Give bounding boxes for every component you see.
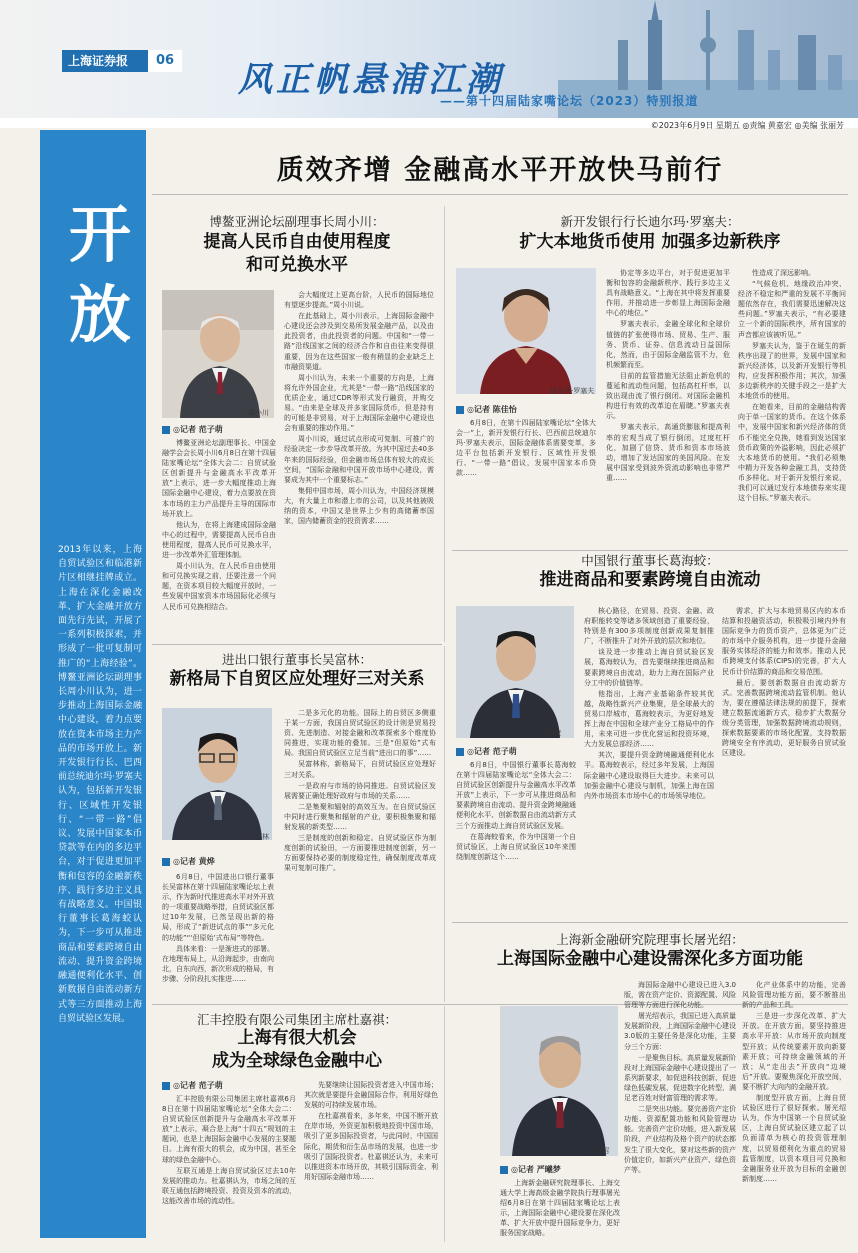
article-body-column: 6月8日，中国进出口银行董事长吴富林在第十四届陆家嘴论坛上表示，作为新时代推进高水平对外开放的一项重要战略举措，自贸试验区都过10年发展，已然呈现出新的格局，形成了“新进试点的事”“多元化的功能”“‘但原始’式布局”等特色。 具体来看：一是渐进式的部署。在地理布局上，从沿海起步，由南向北，自东向西，新次形成的格局，有步骤、分阶段扎实推进…… <box>162 873 274 983</box>
column-divider <box>444 206 445 642</box>
article-byline: ◎记者 范子萌 <box>162 424 223 435</box>
article-headline: 上海国际金融中心建设需深化多方面功能 <box>497 949 803 969</box>
article-headline: 扩大本地货币使用 加强多边新秩序 <box>519 232 781 252</box>
article-body-column: 先要继续让国际投资者进入中国市场；其次就是要提升金融国际合作，利用好绿色发展的可持续发展市场。 在杜嘉祺看来，多年来，中国不断开放在岸市场，外资更加积极地投资中国市场，吸引了更多国际投资者，与此同时，中国国际化，期货和衍生品市场的发展，也进一步吸引了国际投资者。杜嘉祺还认为，未来可以推进资本市场开放，其吸引国际资金、利用好国际金融市场…… <box>304 1081 438 1181</box>
portrait-photo <box>162 290 274 418</box>
article-body-column: 海国际金融中心建设已进入3.0版，需在资产定价、资源配置、风险管理等方面进行深化功能。 屠光绍表示，我国已进入高质量发展新阶段，上海国际金融中心建设3.0版的主要任务是深化功能，主要分三个方面： 一是聚焦目标。高质量发展新阶段对上海国际金融中心建设提出了一系列新要求，如促进科技创新、促进绿色低碳发展、促进数字化转型、满足老百姓对财富管理的需求等。 二是突出功能。要完善资产定价功能、资源配置功能和风险管理功能。完善资产定价功能，进入新发展阶段，产业结构及格个资产的状态都发生了很大变化，要对这些新的资产价值定价，如新兴产业资产、绿色资产等。 <box>624 981 736 1174</box>
masthead-banner <box>0 0 858 118</box>
article-body-column: 需求，扩大与本地贸易区内的本币结算和投融资活动，积极吸引境内外有国际竞争力的货币资产，总体更为广泛的市场中介服务机构，进一步提升金融服务实体经济的能力和效率。推动人民币跨境支付体系(CIPS)的完善，扩大人民币计价结算的商品和交易范围。 最后，要创新数据自由流动新方式。完善数据跨境流动监管机制。他认为，要在遵循法律法规的前提下，探索建立数据流通新方式，稳步扩大数据分级分类管理，加强数据跨境流动规则，探索数据要素的市场化配置，支持数据跨境安全有序流动，更好服务自贸试验区建设。 <box>722 607 846 758</box>
article-headline: 新格局下自贸区应处理好三对关系 <box>169 669 425 689</box>
article-body-column: 化产业体系中的功能，完善风险管理功能方面，要不断推出新的产品和工具。 三是进一步深化改革、扩大开放。在开放方面，要坚持推进高水平开放：从市场开放向制度型开放；从传统要素开放向新要素开放；可持续金融领域的开放；从“走出去”开放向“边境后”开放。要聚焦深化开放空间，要不断扩大向内的金融开放。 制度型开放方面，上海自贸试验区进行了很好探索。屠光绍认为，作为中国第一个自贸试验区，上海自贸试验区建立起了以负面清单为核心的投资管理制度，以贸易便利化为重点的贸易监管制度，以资本项目可兑换和金融服务业开放为目标的金融创新制度…… <box>742 981 846 1183</box>
article-body-column: 博鳌亚洲论坛副理事长、中国金融学会会长周小川6月8日在第十四届陆家嘴论坛“全体大会二：自贸试验区创新提升与金融高水平改革开放”上表示，进一步大幅度推动上海国际金融中心建设，着力点要放在资本市场的主力产品提升主导的国际市场开放上。 他认为，在将上海建成国际金融中心的过程中，需要提高人民币自由使用程度，提高人民币可兑换水平，进一步改革外汇管理体制。 周小川认为，在人民币自由使用和可兑换实现之前，还要注意一个问题，在资本项目较大幅度开放时，一些发展中国家资本市场国际化必须与人民币可兑换相结合。 <box>162 439 276 611</box>
divider <box>152 644 442 645</box>
photo-caption: 屠光绍 <box>588 1147 609 1155</box>
article-byline: ◎记者 黄烨 <box>162 856 215 867</box>
article-byline: ◎记者 范子萌 <box>162 1080 223 1091</box>
sidebar-big-title: 开放 <box>68 198 131 351</box>
article-byline: ◎记者 陈佳怡 <box>456 404 517 415</box>
article-headline: 推进商品和要素跨境自由流动 <box>539 570 761 590</box>
photo-caption: 吴富林 <box>248 833 269 841</box>
article-body-column: 核心路径，在贸易、投资、金融、政府职能转变等诸多领域创造了重要经验，特别是有300多项制度创新成果复制推广，不断推升了对外开放的层次和地位。 谈及进一步推动上海自贸试验区发展，葛海蛟认为，首先要继续推进商品和要素跨境自由流动，助力上海在国际产业分工中的价值链等。 他指出，上海产业基础条件较其优越，战略性新兴产业集聚，是全球最大的贸易口岸城市，葛海蛟表示，为更好地发挥上海在中国和全球产业分工格局中的作用，未来可进一步优化营运和投资环境，大力发展总部经济…… 其次，要提升资金跨境融通便利化水平。葛海蛟表示，经过多年发展，上海国际金融中心建设取得巨大进步。未来可以加强金融中心建设与制机，加强上海在国内外市场资本市场中心的市场领导地位。 <box>584 607 714 800</box>
article-body-column: 6月8日，在第十四届陆家嘴论坛“全体大会一”上，新开发银行行长、巴西前总统迪尔玛·罗塞夫表示，国际金融体系需要变革，多边平台包括新开发银行、区域性开发银行、“一带一路”倡议，发展中国家本币贷款…… <box>456 419 596 478</box>
portrait-photo <box>500 1006 618 1156</box>
sidebar-text: 2013年以来，上海自贸试验区和临港新片区相继挂牌成立。上海在深化金融改革、扩大金融开放方面先行先试，开展了一系列积极探索，并形成了一批可复制可推广的“上海经验”。博鳌亚洲论坛副理事长周小川认为，进一步推动上海国际金融中心建设，着力点要放在资本市场主力产品的市场开放上。新开发银行行长、巴西前总统迪尔玛·罗塞夫认为，包括新开发银行、区域性开发银行、“一带一路”倡议、发展中国家本币贷款等在内的多边平台，对于促进更加平衡和包容的金融新秩序、践行多边主义具有战略意义。中国银行董事长葛海蛟认为，下一步可从推进商品和要素跨境自由流动、提升资金跨境融通便利化水平、创新数据自由流动新方式等三方面推动上海自贸试验区发展。 <box>58 545 142 1024</box>
photo-caption: 周小川 <box>248 409 269 417</box>
article-body-column: 汇丰控股有限公司集团主席杜嘉祺6月8日在第十四届陆家嘴论坛“全体大会二：自贸试验区创新提升与金融高水平改革开放”上表示，凝合是上海“十四五”规划的主题词，也是上海国际金融中心发展的主要题目。上海有很大的机会，成为中国，甚至全球的绿色金融中心。 互联互通是上海自贸试验区过去10年发展的推动力。杜嘉祺认为，市场之间的互联互通包括跨境投资、投资及资本的流动，这能改善市场的流动性。 <box>162 1095 296 1205</box>
banner-title: 风正帆悬浦江潮 <box>238 60 504 100</box>
article-body-column: 性造成了深远影响。 “气候危机、地缘政治冲突、经济不稳定和严重的发展不平衡问题依然存在，我们需要迅速解决这些问题。”罗塞夫表示，“有必要建立一个新的国际秩序，所有国家的声音都应该被听见。” 罗塞夫认为，鉴于在诞生的新秩序出现了的世界，发展中国家和新兴经济体，以及新开发银行等机构，应发挥积极作用；其次，加强多边新秩序的关键手段之一是扩大本地货币的使用。 在她看来，目前的金融结构需向于单一国家的货币。在这个体系中，发展中国家和新兴经济体的货币不能完全兑换，她看到发达国家货币政策的外溢影响，因此必须扩大本地货币的使用。“我们必须集中精力开发各种金融工具，支持货币多样化。对于新开发银行来说，我们可以通过发行本地债券来实现这个目标。”罗塞夫表示。 <box>738 269 846 503</box>
banner-subtitle: ——第十四届陆家嘴论坛（2023）特别报道 <box>440 94 699 108</box>
portrait-photo <box>456 268 596 394</box>
article-body-column: 二是多元化的功能。国际上的自贸区多侧重于某一方面，我国自贸试验区的设计则是贸易投资、先进制造、对接金融和改革探索多个维度协同推进，实现功能的叠加。三是“但原始”式布局。我国自贸试验区立足当前“进出口的事”…… 吴富林称，新格局下，自贸试验区应处理好三对关系。 一是政府与市场的协同推进。自贸试验区发展需要正确处理好政府与市场的关系…… 二是集聚和辐射的高效互为。在自贸试验区中同时进行聚集和辐射的产业，要积极集聚和辐射发展的新类型…… 三是制度的创新和稳定。自贸试验区作为制度创新的试验田，一方面要推进制度创新，另一方面要保持必要的制度稳定性，确保制度改革成果可复制可推广。 <box>284 709 436 873</box>
column-divider <box>444 1006 445 1242</box>
article-kicker: 中国银行董事长葛海蛟： <box>581 553 719 568</box>
article-kicker: 进出口银行董事长吴富林： <box>221 652 372 667</box>
article-body-column: 会大幅度过上更高台阶，人民币的国际地位有望逐步提高。”周小川说。 在此基础上，周小川表示，上海国际金融中心建设还会涉及到交易所发展金融产品，以及由此投资者，由此投资者的问题。中国和“一带一路”沿线国家之间的经济合作和自由往来变得很重要，因为在这些国家一般有稍显的企业缺乏上市融资渠道。 周小川认为，未来一个重要的方向是，上海将允许外国企业，尤其是“一带一路”沿线国家的优质企业，通过CDR等形式发行融资，并购交易。“由来是全球及并多家国际货币，但是持有的可能是非贸易，对于上海国际金融中心建设也会有重要的推动作用。” 周小川说，通过试点形成可复制、可推广的经验决定一步步导改革开放。为其中国过去40多年来的国际经验，但金融市场总体有较大的成长空间，“国际金融和中国开放市场中心建设，需要成为其中一个重要标志。” 集佣中国市场，周小川认为，中国经济规模大，有大量上市和潜上市的公司，以及其他被吸纳的资本，中国又是世界上少有的高储蓄率国家，国内储蓄资金的投资需求…… <box>284 291 434 526</box>
article-body-column: 6月8日，中国银行董事长葛海蛟在第十四届陆家嘴论坛“全体大会二：自贸试验区创新提升与金融高水平改革开放”上表示，下一步可从推进商品和要素跨境自由流动、提升资金跨境融通便利化水平、创新数据自由流动新方式三个方面推动上海自贸试验区发展。 在葛海蛟看来，作为中国第一个自贸试验区，上海自贸试验区10年来围绕制度创新这个…… <box>456 761 576 861</box>
divider <box>152 194 848 195</box>
portrait-photo <box>162 708 272 840</box>
article-body-column: 协定等多边平台，对于促进更加平衡和包容的金融新秩序、践行多边主义具有战略意义。“上海在其中将发挥重要作用，并推动进一步彰显上海国际金融中心的地位。” 罗塞夫表示，金融全球化和全球价值链的扩张使得市场、贸易、生产、服务、货币、证券、信息流动日益国际化，然而，由于国际金融监管不力，危机频繁而至。 目前的监管措施无法阻止新危机的蔓延和流动性问题，包括高杠杆率，以致出现由流了银行倒闭。对国际金融机构进行有效的改革迫在眉睫。”罗塞夫表示。 罗塞夫表示，高通货膨胀和提高利率的宏观当成了银行倒闭，过度杠杆化，加剧了信贷、货币和资本市场波动，增加了发达国家的美国风险。在发展中国家受到波外资流动影响也非常严重…… <box>606 269 730 482</box>
article-kicker: 新开发银行行长迪尔玛·罗塞夫： <box>560 214 740 229</box>
photo-caption: 葛海蛟 <box>540 729 561 737</box>
page-number: 06 <box>148 50 182 72</box>
article-kicker: 汇丰控股有限公司集团主席杜嘉祺： <box>196 1012 397 1027</box>
article-byline: ◎记者 严曦梦 <box>500 1164 561 1175</box>
column-divider <box>444 646 445 1002</box>
article-kicker: 博鳌亚洲论坛副理事长周小川： <box>209 214 385 229</box>
article-byline: ◎记者 范子萌 <box>456 746 517 757</box>
article-kicker: 上海新金融研究院理事长屠光绍： <box>556 932 744 947</box>
portrait-photo <box>456 606 574 738</box>
article-body-column: 上海新金融研究院理事长、上海交通大学上海高级金融学院执行理事屠光绍6月8日在第十四届陆家嘴论坛上表示，上海国际金融中心建设要在深化改革、扩大开放中提升国际竞争力，更好服务国家战略。 <box>500 1179 620 1238</box>
divider <box>452 922 848 923</box>
newspaper-logo: 上海证券报 <box>62 50 148 72</box>
photo-caption: 迪尔玛·罗塞夫 <box>550 387 595 395</box>
main-title: 质效齐增 金融高水平开放快马前行 <box>276 155 724 186</box>
page-header <box>0 0 858 128</box>
dateline: ©2023年6月9日 星期五 ◎责编 黄嘉宏 ◎美编 张丽芳 <box>650 121 844 130</box>
article-headline: 上海有很大机会 成为全球绿色金融中心 <box>212 1028 382 1071</box>
article-headline: 提高人民币自由使用程度 和可兑换水平 <box>203 232 391 275</box>
